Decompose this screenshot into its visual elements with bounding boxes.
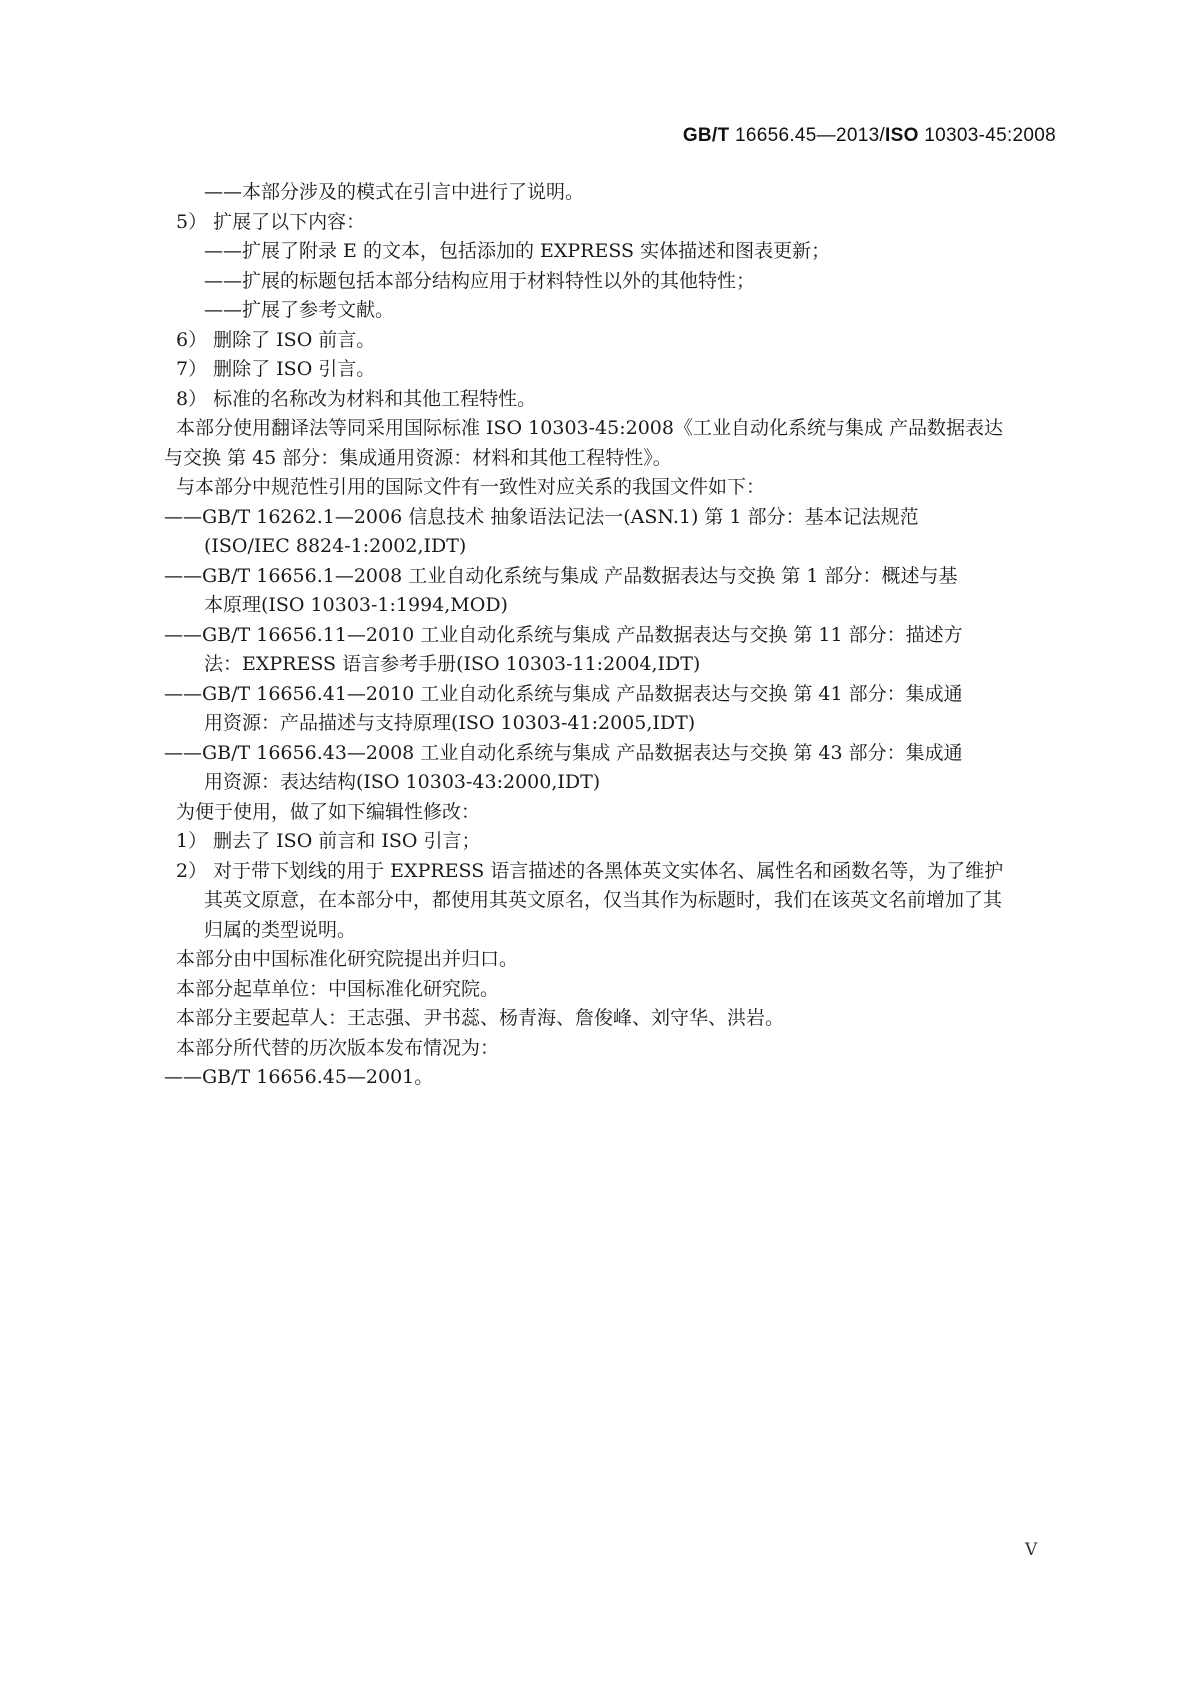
list-item-cont: 归属的类型说明。	[204, 919, 357, 941]
paragraph-line: 本部分所代替的历次版本发布情况为：	[176, 1037, 500, 1059]
paragraph-line: 本部分使用翻译法等同采用国际标准 ISO 10303-45:2008《工业自动化系统与集成 产品数据表达	[176, 417, 1004, 439]
reference-item-cont: 本原理(ISO 10303-1:1994,MOD)	[204, 594, 508, 616]
list-item: 8） 标准的名称改为材料和其他工程特性。	[176, 388, 537, 410]
list-item: 1） 删去了 ISO 前言和 ISO 引言；	[176, 830, 481, 852]
list-item: 6） 删除了 ISO 前言。	[176, 329, 376, 351]
paragraph-line: 与交换 第 45 部分：集成通用资源：材料和其他工程特性》。	[164, 447, 672, 469]
text-line: ——扩展的标题包括本部分结构应用于材料特性以外的其他特性；	[204, 270, 756, 292]
reference-item: ——GB/T 16262.1—2006 信息技术 抽象语法记法一(ASN.1) 第 1 部分：基本记法规范	[164, 506, 919, 528]
text-line: ——扩展了参考文献。	[204, 299, 395, 321]
reference-item: ——GB/T 16656.11—2010 工业自动化系统与集成 产品数据表达与交换 第 11 部分：描述方	[164, 624, 963, 646]
reference-item-cont: 法：EXPRESS 语言参考手册(ISO 10303-11:2004,IDT)	[204, 653, 701, 675]
text-line: ——本部分涉及的模式在引言中进行了说明。	[204, 181, 585, 203]
reference-item-cont: 用资源：表达结构(ISO 10303-43:2000,IDT)	[204, 771, 601, 793]
list-item: 7） 删除了 ISO 引言。	[176, 358, 376, 380]
page-number: V	[1025, 1540, 1038, 1560]
header-iso-number: 10303-45:2008	[924, 125, 1056, 146]
paragraph-line: ——GB/T 16656.45—2001。	[164, 1066, 434, 1088]
reference-item: ——GB/T 16656.1—2008 工业自动化系统与集成 产品数据表达与交换 第 1 部分：概述与基	[164, 565, 958, 587]
header-iso: ISO	[885, 125, 919, 146]
reference-item: ——GB/T 16656.43—2008 工业自动化系统与集成 产品数据表达与交换 第 43 部分：集成通	[164, 742, 963, 764]
list-item: 5） 扩展了以下内容：	[176, 211, 366, 233]
paragraph-line: 本部分由中国标准化研究院提出并归口。	[176, 948, 519, 970]
reference-item-cont: (ISO/IEC 8824-1:2002,IDT)	[204, 535, 467, 557]
header-std-number: 16656.45—2013/	[735, 125, 886, 146]
list-item-cont: 其英文原意，在本部分中，都使用其英文原名，仅当其作为标题时，我们在该英文名前增加了其	[204, 889, 1003, 911]
list-item: 2） 对于带下划线的用于 EXPRESS 语言描述的各黑体英文实体名、属性名和函数名等，为了维护	[176, 860, 1004, 882]
paragraph-line: 为便于使用，做了如下编辑性修改：	[176, 801, 481, 823]
paragraph-line: 与本部分中规范性引用的国际文件有一致性对应关系的我国文件如下：	[176, 476, 766, 498]
reference-item-cont: 用资源：产品描述与支持原理(ISO 10303-41:2005,IDT)	[204, 712, 696, 734]
reference-item: ——GB/T 16656.41—2010 工业自动化系统与集成 产品数据表达与交换 第 41 部分：集成通	[164, 683, 963, 705]
paragraph-line: 本部分主要起草人：王志强、尹书蕊、杨青海、詹俊峰、刘守华、洪岩。	[176, 1007, 785, 1029]
text-line: ——扩展了附录 E 的文本，包括添加的 EXPRESS 实体描述和图表更新；	[204, 240, 831, 262]
paragraph-line: 本部分起草单位：中国标准化研究院。	[176, 978, 500, 1000]
header-gbt: GB/T	[682, 125, 730, 146]
standard-header	[683, 125, 1056, 147]
